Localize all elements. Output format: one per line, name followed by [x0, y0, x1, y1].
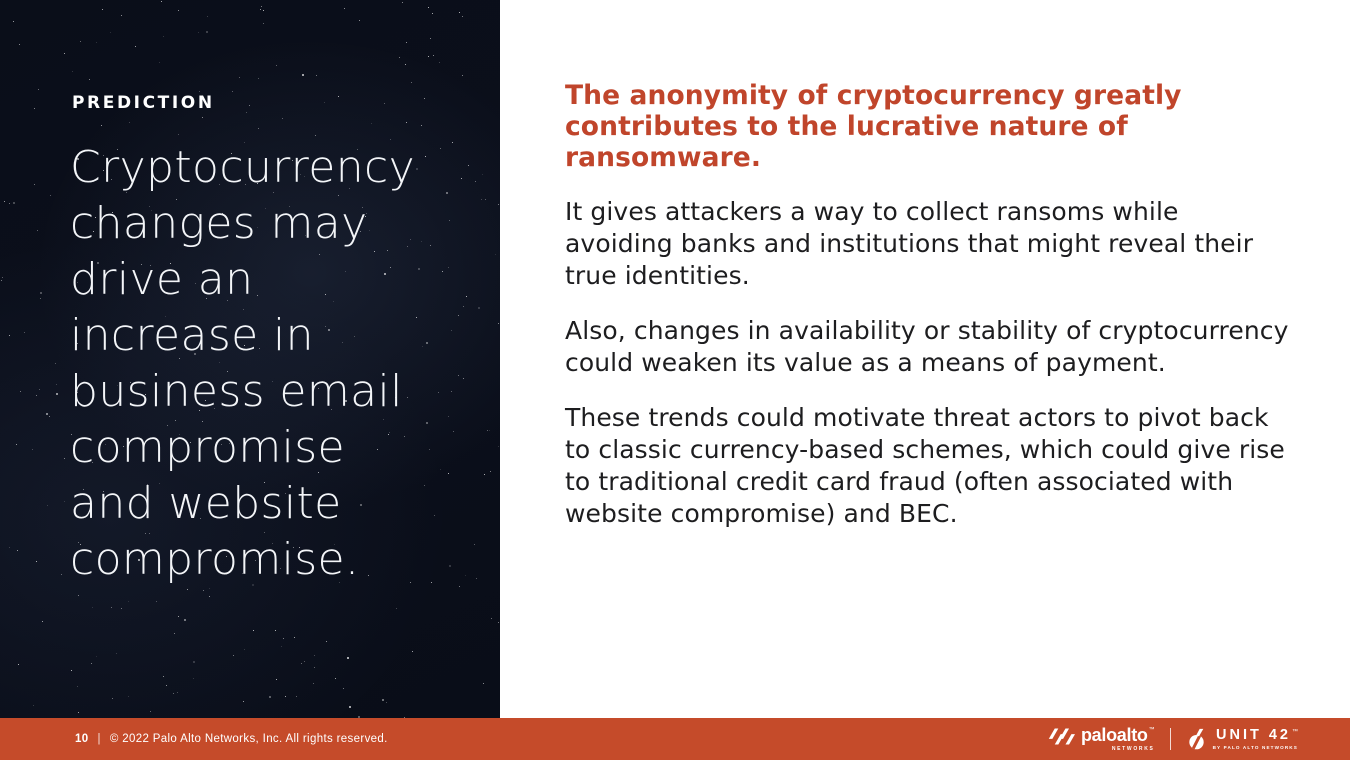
logo-divider [1170, 728, 1171, 750]
section-heading-line: The anonymity of cryptocurrency greatly [565, 80, 1182, 111]
paloalto-networks-subtext: NETWORKS [1111, 746, 1155, 752]
left-panel [0, 0, 500, 718]
page-number: 10 [75, 733, 89, 745]
body-paragraph: These trends could motivate threat actors to pivot back to classic currency-based schemes, which could give rise to traditional credit card fraud (often associated with website compromise) and BEC. [565, 403, 1285, 528]
unit42-subtext: BY PALO ALTO NETWORKS [1212, 745, 1298, 750]
paloalto-icon [1048, 726, 1075, 747]
paloalto-trademark: ™ [1148, 727, 1155, 733]
copyright-text: © 2022 Palo Alto Networks, Inc. All rights reserved. [109, 733, 388, 745]
unit42-trademark: ™ [1292, 729, 1298, 735]
body-paragraph: Also, changes in availability or stability of cryptocurrency could weaken its value as a means of payment. [565, 316, 1289, 377]
paloalto-logo [1048, 726, 1155, 752]
unit42-wordmark: UNIT 42 [1216, 727, 1291, 743]
prediction-kicker: PREDICTION [72, 93, 215, 113]
footer-logos [1048, 726, 1298, 752]
section-heading-line: contributes to the lucrative nature of ransomware. [565, 111, 1128, 173]
title-line: drive an [70, 254, 254, 305]
unit42-logo [1186, 728, 1298, 751]
footer-copyright-group [75, 733, 388, 745]
title-line: business email [70, 366, 403, 417]
title-line: compromise. [70, 534, 360, 585]
unit42-wordmark-group [1213, 728, 1298, 750]
title-line: and website [70, 478, 342, 529]
title-line: increase in [70, 310, 314, 361]
footer-separator: | [97, 733, 101, 745]
main-content [565, 0, 1293, 530]
body-paragraph: It gives attackers a way to collect ransoms while avoiding banks and institutions that might reveal their true identities. [565, 197, 1254, 290]
title-line: Cryptocurrency [70, 142, 416, 193]
paloalto-wordmark-group [1081, 726, 1155, 752]
title-line: changes may [70, 198, 368, 249]
title-line: compromise [70, 422, 346, 473]
paloalto-wordmark: paloalto [1080, 725, 1148, 745]
section-heading [565, 80, 1293, 173]
unit42-icon [1186, 728, 1207, 751]
footer-bar [0, 718, 1350, 760]
panel-title [70, 140, 415, 588]
